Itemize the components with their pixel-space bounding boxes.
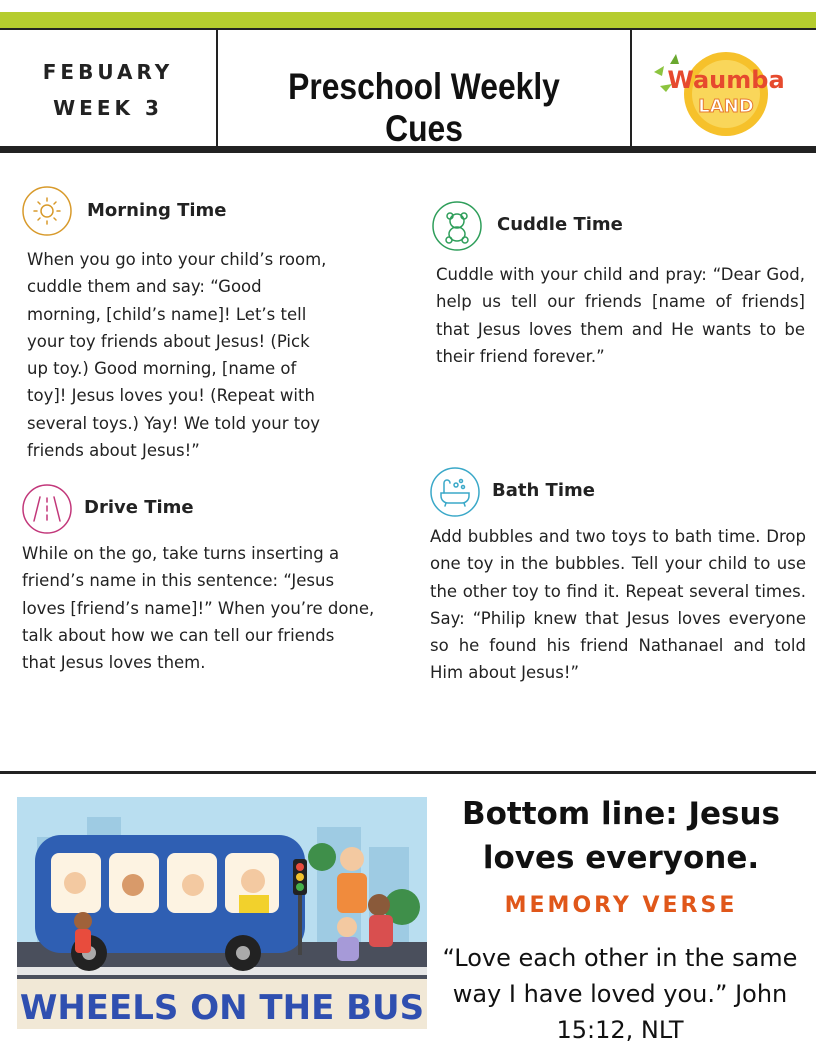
text-line: your toy friends about Jesus! (Pick <box>27 331 310 351</box>
drive-time-text <box>22 540 397 676</box>
morning-time-title: Morning Time <box>87 200 227 221</box>
text-line: friend’s name in this sentence: “Jesus <box>22 571 335 591</box>
logo-text-bottom: LAND <box>698 96 754 117</box>
cuddle-time-text: Cuddle with your child and pray: “Dear God, help us tell our friends [name of friends] that Jesus loves them and He wants to be their friend forever.” <box>436 265 805 366</box>
teddy-bear-icon <box>432 201 482 251</box>
text-line: morning, [child’s name]! Let’s tell <box>27 304 307 324</box>
logo-text-top: Waumba <box>667 66 785 94</box>
page-title: Preschool Weekly Cues <box>288 66 560 149</box>
week-label <box>0 54 216 126</box>
text-line: friends about Jesus!” <box>27 441 200 461</box>
sun-icon <box>22 186 72 236</box>
week-text: WEEK 3 <box>53 96 163 120</box>
text-line: toy]! Jesus loves you! (Repeat with <box>27 386 315 406</box>
morning-time-text <box>27 246 387 464</box>
bath-time-text: Add bubbles and two toys to bath time. Drop one toy in the bubbles. Tell your child to use the other toy to find it. Repeat several times. Say: “Philip knew that Jesus loves everyone so he found his friend Nathanael and told Him about Jesus!” <box>430 527 806 683</box>
section-divider <box>0 771 816 774</box>
top-accent-bar <box>0 12 816 28</box>
text-line: several toys.) Yay! We told your toy <box>27 413 321 433</box>
bottom-line-text: Bottom line: Jesus loves everyone. <box>461 796 781 876</box>
road-icon <box>22 484 72 534</box>
memory-verse-text: “Love each other in the same way I have loved you.” John 15:12, NLT <box>442 944 798 1044</box>
wheels-on-the-bus-illustration <box>17 797 427 1029</box>
cuddle-time-title: Cuddle Time <box>497 214 623 235</box>
text-line: When you go into your child’s room, <box>27 250 327 269</box>
illustration-caption: WHEELS ON THE BUS <box>19 988 425 1028</box>
bath-time-title: Bath Time <box>492 480 595 501</box>
text-line: cuddle them and say: “Good <box>27 277 262 297</box>
text-line: up toy.) Good morning, [name of <box>27 359 297 379</box>
header-divider <box>216 28 218 146</box>
text-line: that Jesus loves them. <box>22 653 206 673</box>
drive-time-title: Drive Time <box>84 497 194 518</box>
month-text: FEBUARY <box>42 60 174 84</box>
text-line: talk about how we can tell our friends <box>22 625 335 645</box>
text-line: While on the go, take turns inserting a <box>22 544 340 563</box>
memory-verse-label: MEMORY VERSE <box>504 893 738 918</box>
text-line: loves [friend’s name]!” When you’re done, <box>22 598 375 618</box>
header-divider <box>630 28 632 146</box>
bathtub-icon <box>430 467 480 517</box>
waumba-land-logo <box>640 42 812 138</box>
